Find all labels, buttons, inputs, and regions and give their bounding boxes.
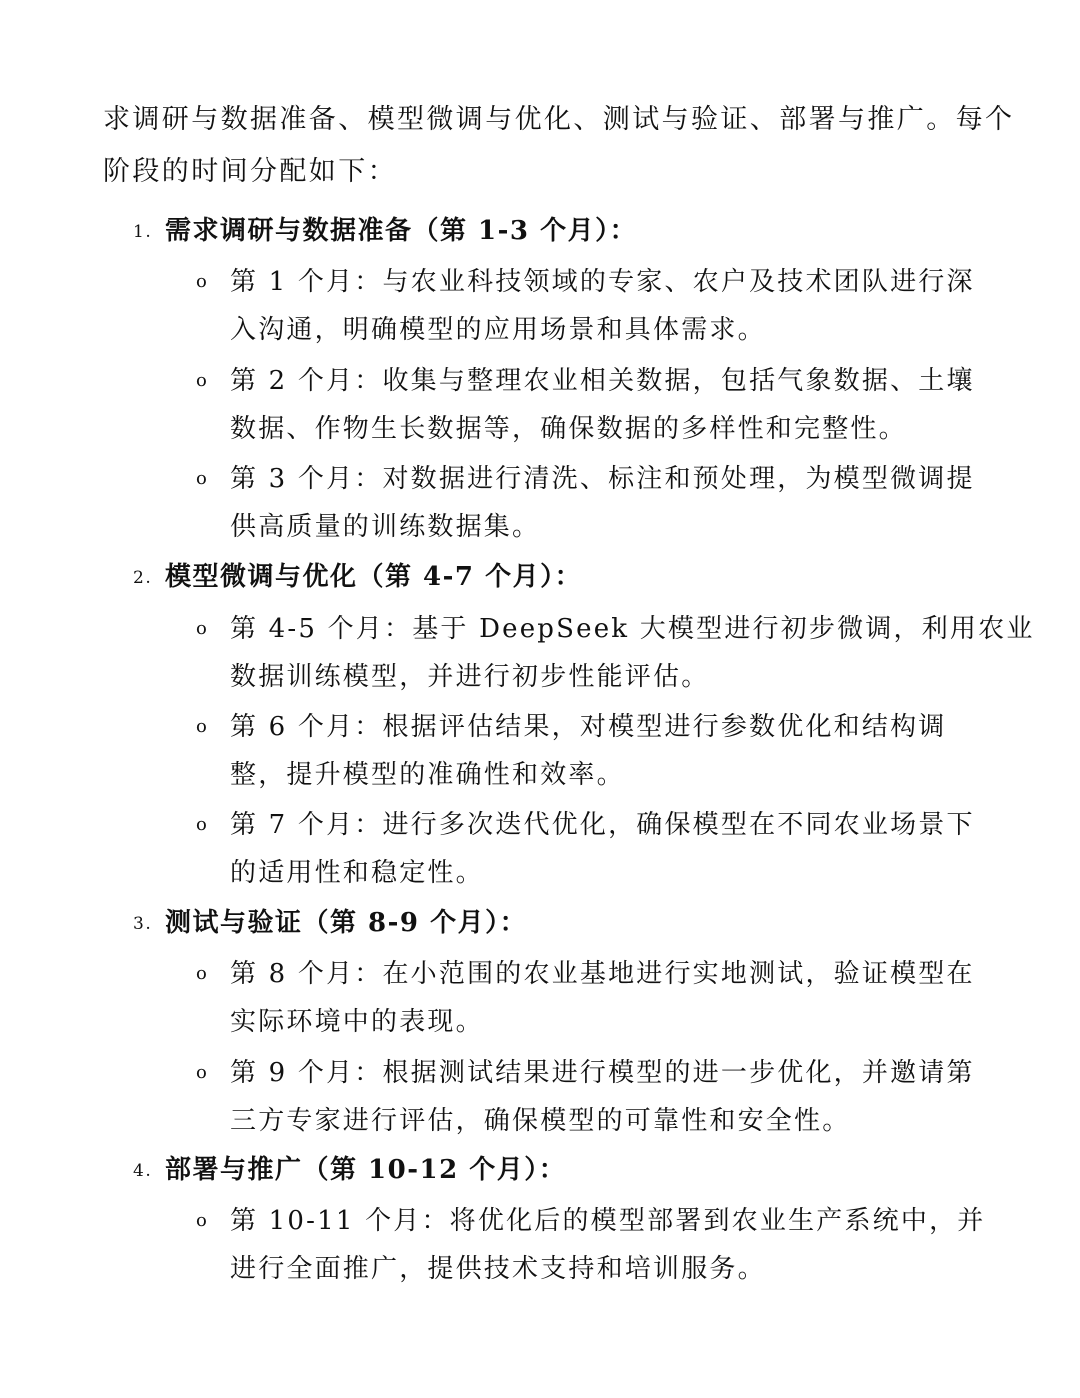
phase-title: 需求调研与数据准备（第 1-3 个月）： bbox=[165, 216, 638, 246]
phase-heading bbox=[133, 902, 527, 944]
phase-number: 1. bbox=[133, 222, 153, 242]
item-line: 入沟通，明确模型的应用场景和具体需求。 bbox=[230, 315, 766, 345]
bullet-icon: o bbox=[196, 370, 207, 391]
item-line: 第 9 个月：根据测试结果进行模型的进一步优化，并邀请第 bbox=[230, 1058, 975, 1088]
phase-heading bbox=[133, 210, 637, 252]
item-line: 第 1 个月：与农业科技领域的专家、农户及技术团队进行深 bbox=[230, 267, 975, 297]
item-line: 第 2 个月：收集与整理农业相关数据，包括气象数据、土壤 bbox=[230, 366, 975, 396]
bullet-icon: o bbox=[196, 271, 207, 292]
phase-number: 2. bbox=[133, 568, 153, 588]
item-line: 进行全面推广，提供技术支持和培训服务。 bbox=[230, 1254, 766, 1284]
intro-line: 求调研与数据准备、模型微调与优化、测试与验证、部署与推广。每个 bbox=[103, 104, 1015, 135]
item-line: 实际环境中的表现。 bbox=[230, 1007, 484, 1037]
bullet-icon: o bbox=[196, 618, 207, 639]
bullet-icon: o bbox=[196, 963, 207, 984]
phase-heading bbox=[133, 556, 582, 598]
item-line: 数据、作物生长数据等，确保数据的多样性和完整性。 bbox=[230, 414, 907, 444]
bullet-icon: o bbox=[196, 814, 207, 835]
bullet-icon: o bbox=[196, 1062, 207, 1083]
item-line: 数据训练模型，并进行初步性能评估。 bbox=[230, 662, 710, 692]
bullet-icon: o bbox=[196, 1210, 207, 1231]
item-line: 的适用性和稳定性。 bbox=[230, 858, 484, 888]
item-line: 第 7 个月：进行多次迭代优化，确保模型在不同农业场景下 bbox=[230, 810, 975, 840]
phase-heading bbox=[133, 1149, 566, 1191]
item-line: 第 6 个月：根据评估结果，对模型进行参数优化和结构调 bbox=[230, 712, 947, 742]
intro-line: 阶段的时间分配如下： bbox=[103, 156, 397, 187]
bullet-icon: o bbox=[196, 716, 207, 737]
item-line: 第 3 个月：对数据进行清洗、标注和预处理，为模型微调提 bbox=[230, 464, 975, 494]
item-line: 供高质量的训练数据集。 bbox=[230, 512, 541, 542]
item-line: 三方专家进行评估，确保模型的可靠性和安全性。 bbox=[230, 1106, 851, 1136]
item-line: 第 4-5 个月：基于 DeepSeek 大模型进行初步微调，利用农业 bbox=[230, 614, 1035, 644]
bullet-icon: o bbox=[196, 468, 207, 489]
item-line: 整，提升模型的准确性和效率。 bbox=[230, 760, 625, 790]
intro-paragraph bbox=[103, 94, 1015, 198]
phase-title: 模型微调与优化（第 4-7 个月）： bbox=[165, 562, 583, 592]
phase-number: 3. bbox=[133, 914, 153, 934]
item-line: 第 8 个月：在小范围的农业基地进行实地测试，验证模型在 bbox=[230, 959, 975, 989]
phase-number: 4. bbox=[133, 1161, 153, 1181]
phase-title: 测试与验证（第 8-9 个月）： bbox=[165, 908, 528, 938]
phase-title: 部署与推广（第 10-12 个月）： bbox=[165, 1155, 567, 1185]
item-line: 第 10-11 个月：将优化后的模型部署到农业生产系统中，并 bbox=[230, 1206, 986, 1236]
